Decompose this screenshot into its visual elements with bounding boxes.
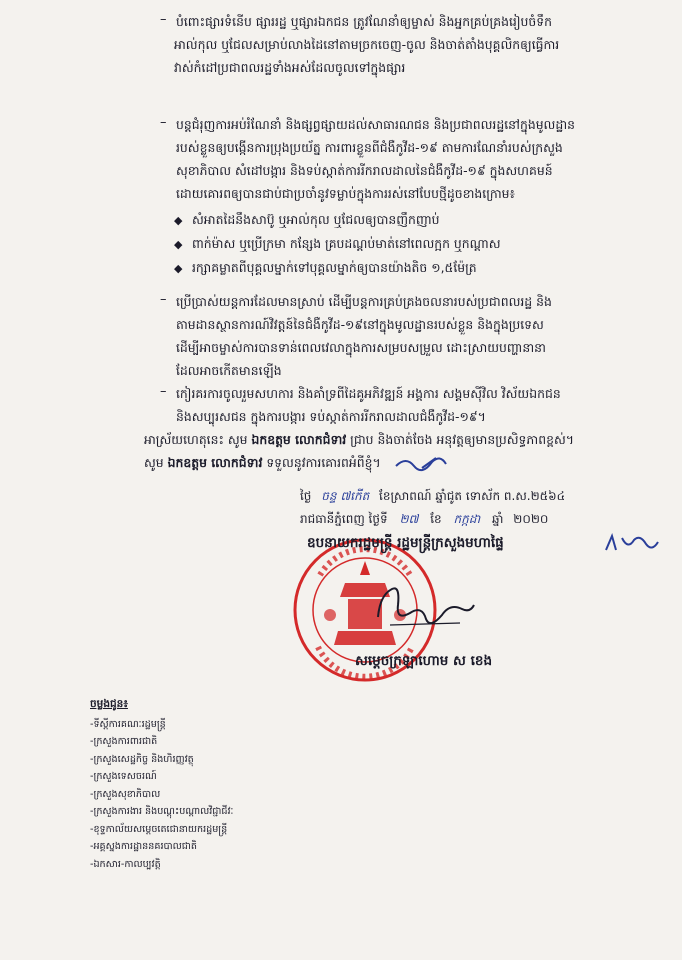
paragraph-mechanism [176, 290, 552, 382]
closing-line-2 [144, 451, 381, 474]
closing-text: ជ្រាប និងចាត់ចែង អនុវត្តឲ្យមានប្រសិទ្ធភាពខ្ពស់។ [346, 432, 574, 447]
cc-item: -ក្រសួងសេដ្ឋកិច្ច និងហិរញ្ញវត្ថុ [90, 753, 194, 765]
cc-item: -ឯកសារ-កាលប្បវត្តិ [90, 858, 161, 870]
cc-item: -ក្រសួងការងារ និងបណ្តុះបណ្តាលវិជ្ជាជីវៈ [90, 806, 234, 817]
text-line: តាមដានស្ថានការណ៍វិវត្តន៍នៃជំងឺកូវីដ-១៩នៅក្នុងមូលដ្ឋានរបស់ខ្លួន និងក្នុងប្រទេស [176, 317, 544, 332]
handwritten-signature-icon [370, 575, 480, 635]
cc-heading: ចម្លងជូន៖ [90, 698, 128, 710]
text-line: អាល់កុល ឬជែលសម្រាប់លាងដៃនៅតាមច្រកចេញ-ចូល និងចាត់តាំងបុគ្គលិកឲ្យធ្វើការ [174, 37, 560, 52]
bullet-marker: ◆ [174, 238, 183, 251]
cc-item: -អគ្គស្នងការដ្ឋាននគរបាលជាតិ [90, 841, 197, 852]
text-line: ដែលអាចកើតមានឡើង [176, 363, 282, 378]
cc-item: -ខុទ្ទកាល័យសម្តេចតេជោនាយករដ្ឋមន្ត្រី [90, 823, 228, 835]
dash-marker: – [160, 292, 167, 307]
signatory-name: សម្តេចក្រឡាហោម ស ខេង [355, 653, 493, 669]
text-line: វាស់កំដៅប្រជាពលរដ្ឋទាំងអស់ដែលចូលទៅក្នុងផ្សារ [174, 60, 406, 75]
text-line: សុខាភិបាល សំដៅបង្ការ និងទប់ស្កាត់ការរីករាលដាលនៃជំងឺកូវីដ-១៩ ក្នុងសហគមន៍ [176, 163, 553, 178]
bullet-item: រក្សាគម្លាតពីបុគ្គលម្នាក់ទៅបុគ្គលម្នាក់ឲ្យបានយ៉ាងតិច ១,៥ម៉ែត្រ [192, 260, 477, 275]
text-line: ដើម្បីអាចម្ចាស់ការបានទាន់ពេលវេលាក្នុងការសម្របសម្រួល ដោះស្រាយបញ្ហានានា [176, 340, 546, 355]
paragraph-market [176, 10, 559, 79]
dash-marker: – [160, 115, 167, 130]
signatory-title: ឧបនាយករដ្ឋមន្ត្រី រដ្ឋមន្ត្រីក្រសួងមហាផ្ទៃ [307, 535, 504, 551]
text-line: កៀរគរការចូលរួមសហការ និងគាំទ្រពីដៃគូអភិវឌ្ឍន៍ អង្គការ សង្គមស៊ីវិល វិស័យឯកជន [176, 386, 561, 401]
text-line: របស់ខ្លួនឲ្យបង្កើនការប្រុងប្រយ័ត្ន ការពារខ្លួនពីជំងឺកូវីដ-១៩ តាមការណែនាំរបស់ក្រសួង [176, 140, 563, 155]
bullet-marker: ◆ [174, 214, 183, 227]
bullet-item: សំអាតដៃនឹងសាប៊ូ ឬអាល់កុល ឬជែលឲ្យបានញឹកញាប់ [192, 212, 440, 227]
cc-item: -ក្រសួងសុខាភិបាល [90, 788, 161, 800]
cc-item: -ក្រសួងការពារជាតិ [90, 736, 158, 747]
text-line: បន្តជំរុញការអប់រំណែនាំ និងផ្សព្វផ្សាយដល់សាធារណជន និងប្រជាពលរដ្ឋនៅក្នុងមូលដ្ឋាន [176, 117, 576, 132]
addressee-honorific: ឯកឧត្តម លោកជំទាវ [251, 432, 347, 447]
handwritten-initial-icon [392, 452, 452, 474]
paragraph-partners [176, 382, 561, 428]
cc-item: -ក្រសួងទេសចរណ៍ [90, 771, 157, 782]
date-prefix: រាជធានីភ្នំពេញ ថ្ងៃទី [300, 512, 388, 526]
lunar-year: ឆ្នាំជូត ទោស័ក ព.ស.២៥៦៤ [435, 489, 566, 503]
dash-marker: – [160, 12, 167, 27]
month-label: ខែ [430, 512, 442, 526]
solar-date-line [300, 508, 548, 531]
bullet-marker: ◆ [174, 262, 183, 275]
year-value: ២០២០ [513, 512, 549, 526]
text-line: បំពោះផ្សារទំនើប ផ្សាររដ្ឋ ឬផ្សារឯកជន ត្រូវណែនាំឲ្យម្ចាស់ និងអ្នកគ្រប់គ្រងរៀបចំទឹក [176, 14, 552, 29]
lunar-date-line [300, 485, 565, 508]
month-value: កក្កដា [453, 512, 481, 526]
text-line: ដោយគោរពឲ្យបានជាប់ជាប្រចាំនូវទម្លាប់ក្នុងការរស់នៅបែបថ្មីដូចខាងក្រោម៖ [176, 186, 515, 201]
year-label: ឆ្នាំ [491, 512, 504, 526]
dash-marker: – [160, 384, 167, 399]
cc-list [90, 696, 233, 873]
bullet-item: ពាក់ម៉ាស ឬប្រើក្រមា កន្សែង គ្របដណ្តប់មាត់នៅពេលក្អក ឬកណ្តាស [192, 236, 501, 251]
closing-text: អាស្រ័យហេតុនេះ សូម [144, 432, 252, 447]
addressee-honorific: ឯកឧត្តម លោកជំទាវ [167, 455, 263, 470]
closing-line-1 [144, 428, 574, 451]
closing-text: ទទួលនូវការគោរពអំពីខ្ញុំ។ [262, 455, 381, 470]
month-label: ខែស្រាពណ៍ [379, 489, 432, 503]
text-line: និងសប្បុរសជន ក្នុងការបង្ការ ទប់ស្កាត់ការរីករាលដាលជំងឺកូវីដ-១៩។ [176, 409, 486, 424]
paragraph-education [176, 113, 575, 205]
date-prefix: ថ្ងៃ [300, 489, 312, 503]
handwritten-mark-icon [602, 530, 662, 558]
closing-text: សូម [144, 455, 168, 470]
text-line: ប្រើប្រាស់យន្តការដែលមានស្រាប់ ដើម្បីបន្តការគ្រប់គ្រងចលនារបស់ប្រជាពលរដ្ឋ និង [176, 294, 552, 309]
cc-item: -ទីស្តីការគណៈរដ្ឋមន្ត្រី [90, 718, 166, 730]
handwritten-day: ចន្ទ ៧កើត [321, 489, 370, 503]
handwritten-day: ២៧ [399, 512, 419, 526]
